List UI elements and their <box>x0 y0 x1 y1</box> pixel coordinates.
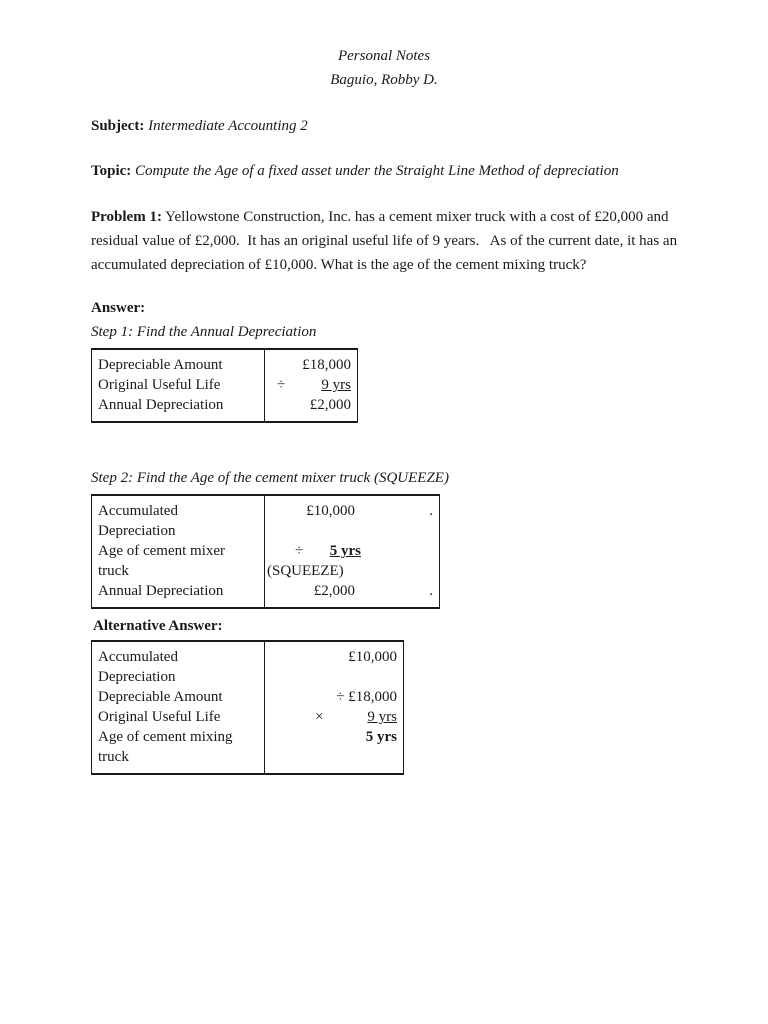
step1-title: Step 1: Find the Annual Depreciation <box>91 324 317 340</box>
row-value: × 9 yrs <box>315 709 397 725</box>
divide-operator: ÷ <box>336 689 345 705</box>
row-label: Accumulated Depreciation <box>92 495 265 541</box>
subject-label: Subject: <box>91 118 145 134</box>
step2-table <box>91 494 440 609</box>
topic-line <box>91 159 711 183</box>
row-label: Depreciable Amount <box>92 349 265 375</box>
table-row <box>92 495 440 541</box>
row-value: ÷ £18,000 <box>336 689 397 705</box>
table-row <box>92 687 404 707</box>
topic-label: Topic: <box>91 163 132 179</box>
subject-value: Intermediate Accounting 2 <box>148 118 308 134</box>
row-label: Age of cement mixer truck <box>92 541 265 581</box>
document-author: Baguio, Robby D. <box>330 72 438 88</box>
subject-line <box>91 114 651 138</box>
topic-value: Compute the Age of a fixed asset under the Straight Line Method of depreciation <box>135 163 619 179</box>
table-row <box>92 581 440 608</box>
row-label: Original Useful Life <box>92 375 265 395</box>
problem-line-1 <box>91 205 671 229</box>
alternative-table <box>91 640 404 775</box>
problem-text <box>91 205 678 277</box>
row-label: Annual Depreciation <box>92 395 265 422</box>
table-row <box>92 349 358 375</box>
row-value: £2,000 <box>309 397 351 413</box>
row-label: Age of cement mixing truck <box>92 727 265 774</box>
answer-heading: Answer: <box>91 300 146 316</box>
row-value: 5 yrs <box>365 729 397 745</box>
row-label: Original Useful Life <box>92 707 265 727</box>
table-row <box>92 541 440 581</box>
problem-label: Problem 1: <box>91 209 162 225</box>
row-label: Annual Depreciation <box>92 581 265 608</box>
squeeze-note: (SQUEEZE) <box>267 563 344 579</box>
row-value: £2,000 . <box>313 583 433 599</box>
divide-operator: ÷ <box>295 543 304 559</box>
table-row <box>92 641 404 687</box>
row-value: £10,000 <box>348 649 397 665</box>
problem-line-2: residual value of £2,000. It has an original useful life of 9 years. As of the current date, it has an <box>91 233 678 249</box>
row-label: Accumulated Depreciation <box>92 641 265 687</box>
row-value: £18,000 <box>302 357 351 373</box>
table-row <box>92 375 358 395</box>
divide-operator: ÷ <box>277 377 286 393</box>
multiply-operator: × <box>315 709 324 725</box>
problem-line-1-text: Yellowstone Construction, Inc. has a cement mixer truck with a cost of £20,000 and <box>165 209 669 225</box>
table-row <box>92 707 404 727</box>
row-label: Depreciable Amount <box>92 687 265 707</box>
row-value: £10,000 . <box>306 503 433 519</box>
step2-title: Step 2: Find the Age of the cement mixer truck (SQUEEZE) <box>91 470 449 486</box>
row-value: ÷ 5 yrs(SQUEEZE) <box>267 543 361 579</box>
step1-table <box>91 348 358 423</box>
document-title: Personal Notes <box>337 48 431 64</box>
table-row <box>92 395 358 422</box>
row-value: ÷ 9 yrs <box>277 377 351 393</box>
problem-line-3: accumulated depreciation of £10,000. What is the age of the cement mixing truck? <box>91 257 587 273</box>
table-row <box>92 727 404 774</box>
alternative-heading: Alternative Answer: <box>93 618 223 634</box>
